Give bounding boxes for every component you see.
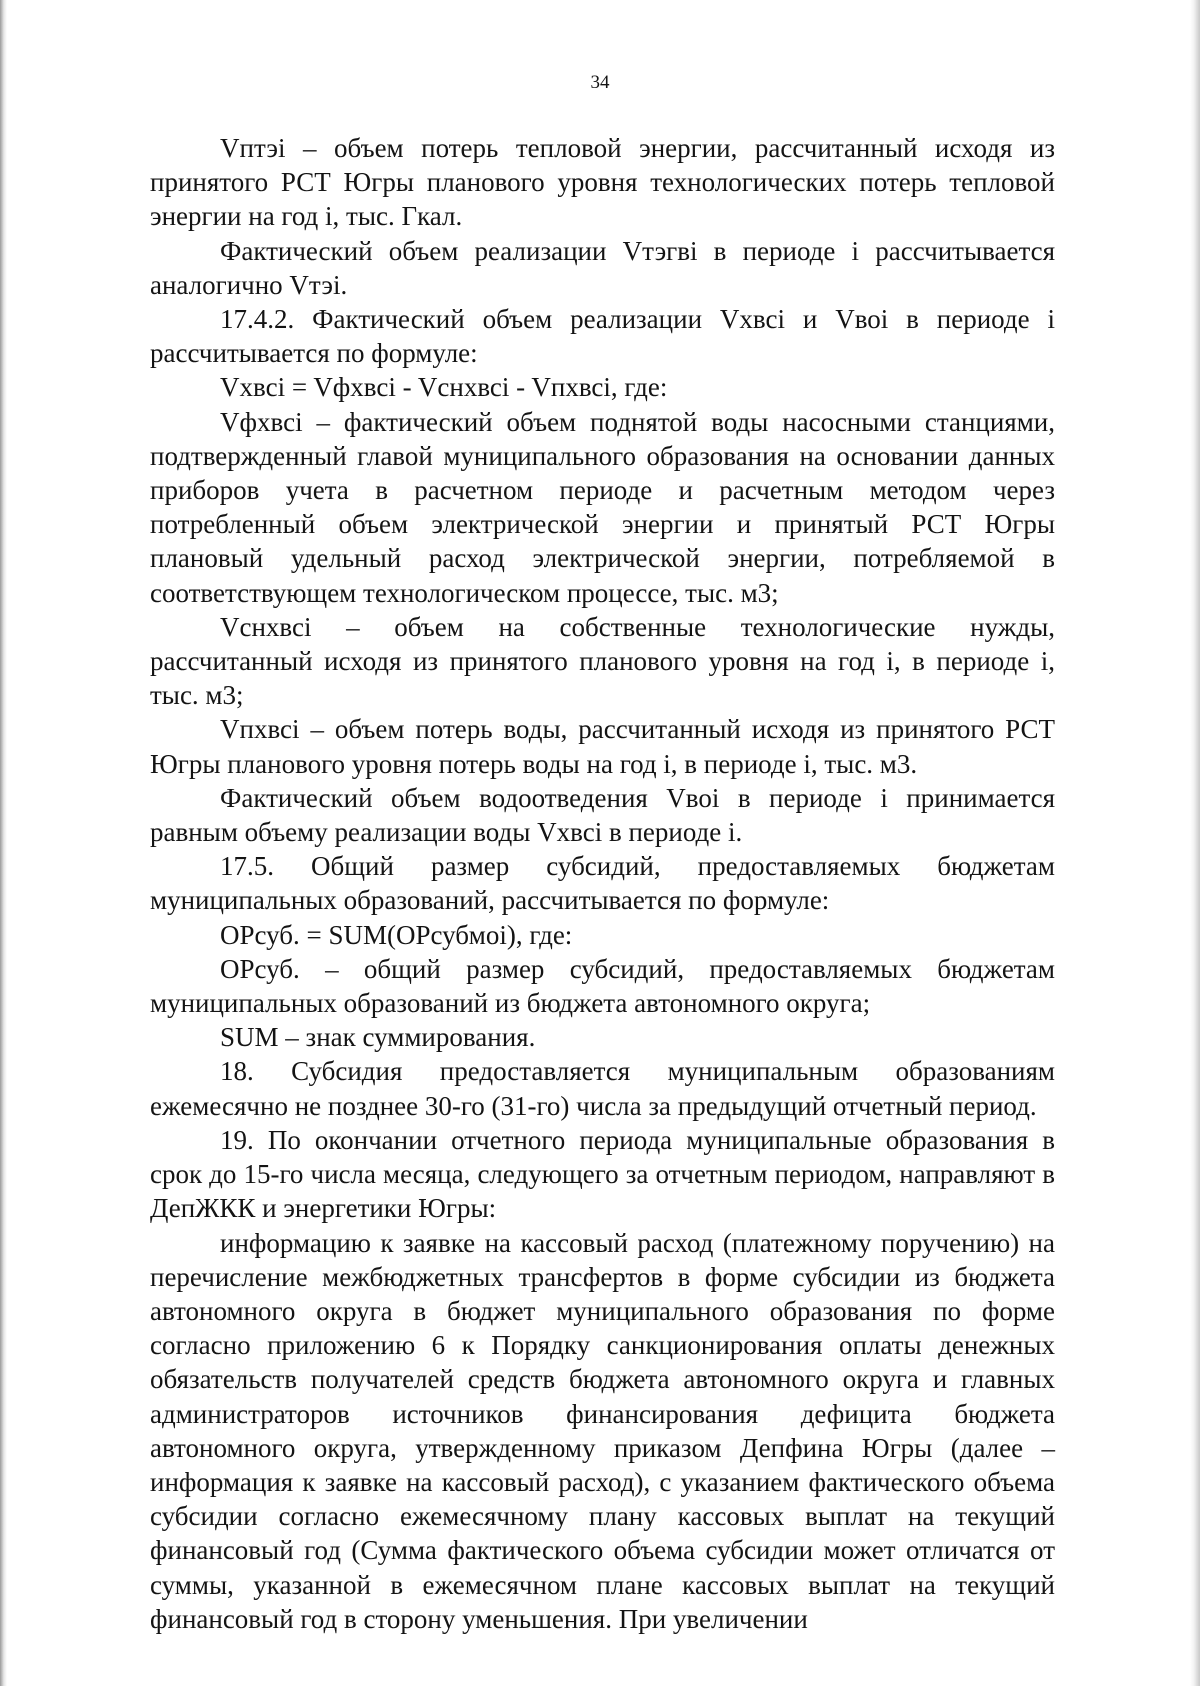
formula-orsub: ОРсуб. = SUM(ОРсубмоi), где:: [220, 919, 573, 950]
paragraph-19: 19. По окончании отчетного периода муниципальные образования в срок до 15-го числа месяца, следующего за отчетным периодом, направляют в ДепЖКК и энергетики Югры:: [150, 1124, 1055, 1224]
scan-edge-right: [1190, 0, 1200, 1686]
scan-edge-left: [0, 0, 7, 1686]
paragraph-vpte-definition: Vптэi – объем потерь тепловой энергии, рассчитанный исходя из принятого РСТ Югры планового уровня технологических потерь тепловой энергии на год i, тыс. Гкал.: [150, 133, 1055, 232]
paragraph-vtegv-note: Фактический объем реализации Vтэгвi в периоде i рассчитывается аналогично Vтэi.: [150, 235, 1055, 300]
paragraph-vvo-note: Фактический объем водоотведения Vвоi в периоде i принимается равным объему реализации воды Vхвсi в периоде i.: [150, 782, 1055, 848]
paragraph-orsub-definition: ОРсуб. – общий размер субсидий, предоставляемых бюджетам муниципальных образований из бюджета автономного округа;: [150, 953, 1055, 1019]
paragraph-vphvs-definition: Vпхвсi – объем потерь воды, рассчитанный исходя из принятого РСТ Югры планового уровня потерь воды на год i, в периоде i, тыс. м3.: [150, 714, 1055, 779]
document-body: [150, 131, 1055, 1636]
paragraph-18: 18. Субсидия предоставляется муниципальным образованиям ежемесячно не позднее 30-го (31-го) числа за предыдущий отчетный период.: [150, 1056, 1055, 1121]
paragraph-19-info-request: информацию к заявке на кассовый расход (платежному поручению) на перечисление межбюджетных трансфертов в форме субсидии из бюджета автономного округа в бюджет муниципального образования по форме согласно приложению 6 к Порядку санкционирования оплаты денежных обязательств получателей средств бюджета автономного округа и главных администраторов источников финансирования дефицита бюджета автономного округа, утвержденному приказом Депфина Югры (далее – информация к заявке на кассовый расход), с указанием фактического объема субсидии согласно ежемесячному плану кассовых выплат на текущий финансовый год (Сумма фактического объема субсидии может отличатся от суммы, указанной в ежемесячном плане кассовых выплат на текущий финансовый год в сторону уменьшения. При увеличении: [150, 1227, 1055, 1634]
paragraph-vfhvs-definition: Vфхвсi – фактический объем поднятой воды насосными станциями, подтвержденный главой муниципального образования на основании данных приборов учета в расчетном периоде и расчетным методом через потребленный объем электрической энергии и принятый РСТ Югры плановый удельный расход электрической энергии, потребляемой в соответствующем технологическом процессе, тыс. м3;: [150, 406, 1055, 608]
paragraph-17-5: 17.5. Общий размер субсидий, предоставляемых бюджетам муниципальных образований, рассчитывается по формуле:: [150, 851, 1055, 916]
paragraph-sum-definition: SUM – знак суммирования.: [220, 1022, 536, 1053]
paragraph-vsnhvs-definition: Vснхвсi – объем на собственные технологические нужды, рассчитанный исходя из принятого планового уровня на год i, в периоде i, тыс. м3;: [150, 611, 1055, 711]
formula-vhvs: Vхвсi = Vфхвсi - Vснхвсi - Vпхвсi, где:: [220, 372, 668, 403]
paragraph-17-4-2: 17.4.2. Фактический объем реализации Vхвсi и Vвоi в периоде i рассчитывается по формуле:: [150, 304, 1055, 369]
page-number: 34: [590, 72, 610, 93]
